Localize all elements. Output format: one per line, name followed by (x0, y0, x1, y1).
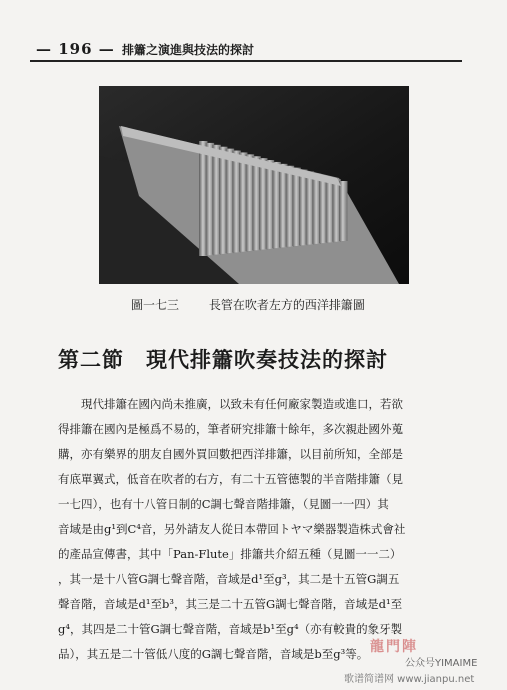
body-line: 聲音階，音域是d¹至b³，其三是二十五管G調七聲音階，音域是d¹至 (58, 597, 403, 611)
figure-label: 圖一七三 (131, 298, 180, 312)
body-line: ，其一是十八管G調七聲音階，音域是d¹至g³，其二是十五管G調五 (58, 572, 400, 586)
body-line: 品），其五是二十管低八度的G調七聲音階，音域是b至g³等。 (58, 647, 369, 661)
header-rule (30, 60, 462, 62)
body-text (58, 392, 450, 667)
body-line: 音域是由g¹到C⁴音，另外請友人從日本帶回トヤマ樂器製造株式會社 (58, 522, 406, 536)
watermark-site: 歌谱简谱网 www.jianpu.net (344, 674, 475, 685)
pipe (339, 181, 348, 241)
pan-flute-photo (99, 86, 409, 284)
figure-caption (131, 296, 365, 313)
page-number: — 196 — (36, 40, 115, 58)
running-title: 排簫之演進與技法的探討 (122, 43, 255, 57)
body-line: 購，亦有樂界的朋友自國外買回數把西洋排簫，以目前所知，全部是 (58, 447, 403, 461)
body-line: 得排簫在國內是極爲不易的，筆者研究排簫十餘年，多次親赴國外蒐 (58, 422, 403, 436)
body-line: 的產品宣傳書，其中「Pan-Flute」排簫共介紹五種（見圖一一二） (58, 547, 402, 561)
body-line: 有底單翼式，低音在吹者的右方，有二十五管德製的半音階排簫（見 (58, 472, 403, 486)
running-header (30, 38, 462, 62)
body-line: g⁴，其四是二十管G調七聲音階，音域是b¹至g⁴（亦有較貴的象牙製 (58, 622, 403, 636)
watermark-account: 公众号YIMAIME (405, 658, 478, 669)
section-title: 第二節 現代排簫吹奏技法的探討 (58, 348, 388, 372)
pan-flute-illustration (99, 86, 409, 284)
body-line: 一七四），也有十八管日制的C調七聲音階排簫，（見圖一一四）其 (58, 497, 389, 511)
figure-caption-text: 長管在吹者左方的西洋排簫圖 (208, 298, 365, 312)
watermark-logo: 龍門陣 (370, 639, 418, 655)
body-line: 現代排簫在國內尚未推廣，以致未有任何廠家製造或進口，若欲 (81, 397, 403, 411)
